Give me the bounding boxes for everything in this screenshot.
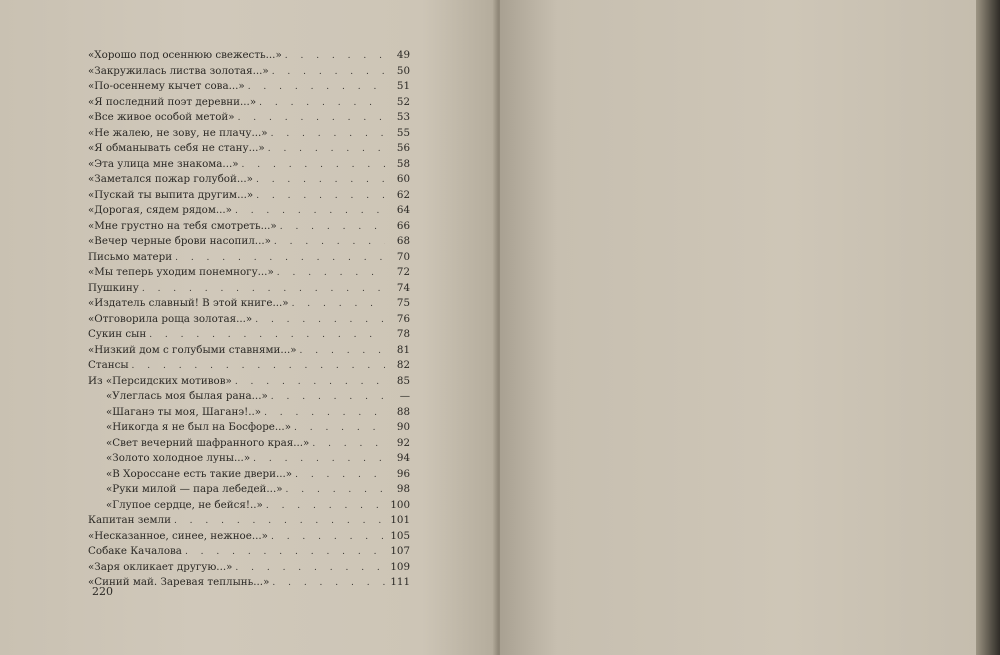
left-page	[0, 0, 497, 655]
entry-page-number: 74	[396, 281, 410, 294]
leader-dots	[280, 220, 385, 236]
toc-entry	[88, 389, 410, 405]
leader-dots	[294, 421, 385, 437]
entry-title: Из «Персидских мотивов»	[88, 374, 232, 387]
toc-entry	[88, 157, 410, 173]
toc-entry	[88, 79, 410, 95]
leader-dots	[271, 127, 385, 143]
leader-dots	[248, 80, 385, 96]
leader-dots	[264, 406, 385, 422]
toc-entry	[88, 281, 410, 297]
leader-dots	[277, 266, 385, 282]
leader-dots	[285, 49, 385, 65]
entry-page-number: 98	[396, 483, 410, 495]
entry-title: «Свет вечерний шафранного края...»	[106, 436, 310, 449]
leader-dots	[149, 328, 385, 344]
entry-title: «Эта улица мне знакома...»	[88, 157, 239, 170]
entry-page-number: 53	[396, 111, 410, 123]
toc-entry	[88, 405, 410, 421]
leader-dots	[242, 158, 385, 174]
leader-dots	[272, 576, 385, 592]
entry-title: «Я последний поэт деревни...»	[88, 95, 257, 108]
entry-page-number: 55	[396, 126, 410, 139]
toc-entry	[88, 234, 410, 250]
entry-page-number: 105	[390, 529, 410, 542]
entry-title: «Улеглась моя былая рана...»	[106, 390, 268, 402]
entry-page-number: 85	[396, 374, 410, 387]
leader-dots	[174, 514, 385, 530]
entry-title: «Издатель славный! В этой книге...»	[88, 297, 289, 309]
entry-title: «Пускай ты выпита другим...»	[88, 188, 254, 201]
entry-title: «Все живое особой метой»	[88, 111, 235, 123]
entry-title: «В Хороссане есть такие двери...»	[106, 467, 293, 480]
entry-title: «Вечер черные брови насопил...»	[88, 235, 271, 247]
entry-page-number: 56	[396, 142, 410, 154]
entry-title: «Заря окликает другую...»	[88, 560, 233, 573]
entry-title: «Не жалею, не зову, не плачу...»	[88, 126, 268, 139]
toc-entry	[88, 513, 410, 529]
toc-entry	[88, 95, 410, 111]
leader-dots	[271, 530, 385, 546]
entry-page-number: 109	[390, 560, 410, 573]
toc-entry	[88, 219, 410, 235]
toc-entry	[88, 110, 410, 126]
toc-entry	[88, 48, 410, 64]
toc-entry	[88, 420, 410, 436]
toc-entry	[88, 560, 410, 576]
entry-page-number: 68	[396, 235, 410, 247]
entry-page-number: 62	[396, 188, 410, 201]
entry-title: «Синий май. Заревая теплынь...»	[88, 576, 270, 588]
right-page	[500, 0, 978, 655]
entry-page-number: 76	[396, 312, 410, 325]
toc-entry	[88, 358, 410, 374]
entry-page-number: 51	[396, 80, 410, 92]
entry-title: «Золото холодное луны...»	[106, 452, 251, 464]
toc-entry	[88, 126, 410, 142]
entry-page-number: 49	[396, 49, 410, 61]
toc-entry	[88, 374, 410, 390]
entry-title: «Глупое сердце, не бейся!..»	[106, 498, 263, 511]
entry-title: «Отговорила роща золотая...»	[88, 312, 253, 325]
leader-dots	[271, 390, 385, 406]
entry-title: «По-осеннему кычет сова...»	[88, 80, 245, 92]
entry-title: «Закружилась листва золотая...»	[88, 64, 269, 77]
leader-dots	[142, 282, 385, 298]
leader-dots	[185, 545, 385, 561]
entry-title: «Хорошо под осеннюю свежесть...»	[88, 49, 282, 61]
leader-dots	[286, 483, 385, 499]
leader-dots	[274, 235, 385, 251]
leader-dots	[132, 359, 385, 375]
toc-entry	[88, 203, 410, 219]
toc-entry	[88, 188, 410, 204]
entry-title: «Шаганэ ты моя, Шаганэ!..»	[106, 405, 262, 418]
toc-entry	[88, 451, 410, 467]
entry-page-number: 66	[396, 219, 410, 232]
entry-page-number: 82	[396, 359, 410, 371]
leader-dots	[272, 65, 385, 81]
toc-entry	[88, 467, 410, 483]
toc-entry	[88, 64, 410, 80]
entry-title: Капитан земли	[88, 514, 171, 526]
toc-entry	[88, 482, 410, 498]
toc-entry	[88, 250, 410, 266]
leader-dots	[238, 111, 385, 127]
entry-page-number: 81	[396, 343, 410, 356]
entry-title: «Заметался пожар голубой...»	[88, 173, 253, 185]
toc-entry	[88, 312, 410, 328]
entry-page-number: —	[399, 390, 410, 402]
book-edge	[976, 0, 1000, 655]
toc-entry	[88, 343, 410, 359]
toc-entry	[88, 529, 410, 545]
entry-page-number: 96	[396, 467, 410, 480]
entry-title: Стансы	[88, 359, 129, 371]
leader-dots	[295, 468, 385, 484]
leader-dots	[259, 96, 385, 112]
entry-page-number: 107	[390, 545, 410, 557]
leader-dots	[268, 142, 385, 158]
entry-page-number: 50	[396, 64, 410, 77]
table-of-contents-left	[88, 48, 410, 591]
page-number: 220	[92, 585, 113, 598]
entry-page-number: 72	[396, 266, 410, 278]
entry-page-number: 90	[396, 421, 410, 433]
leader-dots	[175, 251, 385, 267]
entry-title: Письмо матери	[88, 250, 173, 263]
leader-dots	[300, 344, 385, 360]
entry-title: «Низкий дом с голубыми ставнями...»	[88, 343, 297, 356]
entry-page-number: 75	[396, 297, 410, 309]
leader-dots	[312, 437, 385, 453]
leader-dots	[256, 173, 385, 189]
leader-dots	[292, 297, 385, 313]
toc-entry	[88, 544, 410, 560]
entry-page-number: 94	[396, 452, 410, 464]
entry-title: «Руки милой — пара лебедей...»	[106, 483, 283, 495]
toc-entry	[88, 296, 410, 312]
entry-title: «Никогда я не был на Босфоре...»	[106, 421, 292, 433]
toc-entry	[88, 498, 410, 514]
entry-title: «Мы теперь уходим понемногу...»	[88, 266, 274, 278]
toc-entry	[88, 436, 410, 452]
entry-page-number: 88	[396, 405, 410, 418]
leader-dots	[253, 452, 385, 468]
leader-dots	[255, 313, 385, 329]
entry-title: «Дорогая, сядем рядом...»	[88, 204, 232, 216]
toc-entry	[88, 141, 410, 157]
leader-dots	[266, 499, 385, 515]
entry-page-number: 78	[396, 328, 410, 340]
entry-page-number: 64	[396, 204, 410, 216]
entry-page-number: 100	[390, 498, 410, 511]
entry-page-number: 70	[396, 250, 410, 263]
leader-dots	[235, 375, 385, 391]
toc-entry	[88, 172, 410, 188]
entry-title: Пушкину	[88, 281, 139, 294]
toc-entry	[88, 265, 410, 281]
leader-dots	[235, 561, 385, 577]
entry-title: «Несказанное, синее, нежное...»	[88, 529, 268, 542]
entry-title: «Мне грустно на тебя смотреть...»	[88, 219, 277, 232]
leader-dots	[235, 204, 385, 220]
entry-title: Собаке Качалова	[88, 545, 182, 557]
toc-entry	[88, 327, 410, 343]
entry-title: Сукин сын	[88, 328, 147, 340]
leader-dots	[256, 189, 385, 205]
entry-title: «Я обманывать себя не стану...»	[88, 142, 265, 154]
entry-page-number: 58	[396, 157, 410, 170]
entry-page-number: 92	[396, 436, 410, 449]
entry-page-number: 111	[390, 576, 410, 588]
toc-entry	[88, 575, 410, 591]
entry-page-number: 101	[390, 514, 410, 526]
entry-page-number: 60	[396, 173, 410, 185]
entry-page-number: 52	[396, 95, 410, 108]
